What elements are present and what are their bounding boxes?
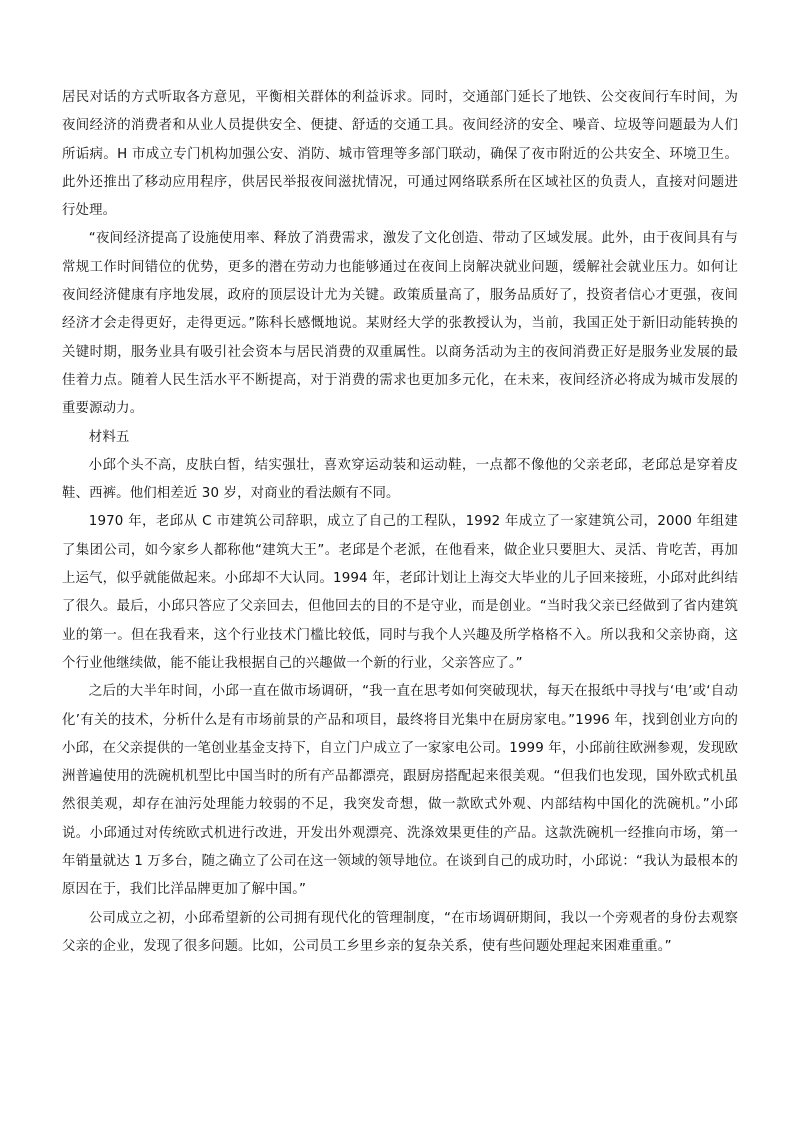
paragraph-3: 小邱个头不高，皮肤白皙，结实强壮，喜欢穿运动装和运动鞋，一点都不像他的父亲老邱，老邱总是穿着皮鞋、西裤。他们相差近 30 岁，对商业的看法颇有不同。 — [62, 457, 738, 502]
paragraph-4: 1970 年，老邱从 C 市建筑公司辞职，成立了自己的工程队，1992 年成立了一家建筑公司，2000 年组建了集团公司，如今家乡人都称他“建筑大王”。老邱是个老派，在他看来，做企业只要胆大、灵活、肯吃苦，再加上运气，似乎就能做起来。小邱却不大认同。1994 年，老邱计划让上海交大毕业的儿子回来接班，小邱对此纠结了很久。最后，小邱只答应了父亲回去，但他回去的目的不是守业，而是创业。“当时我父亲已经做到了省内建筑业的第一。但在我看来，这个行业技术门槛比较低，同时与我个人兴趣及所学格格不入。所以我和父亲协商，这个行业他继续做，能不能让我根据自己的兴趣做一个新的行业，父亲答应了。” — [62, 514, 738, 671]
paragraph-6: 公司成立之初，小邱希望新的公司拥有现代化的管理制度，“在市场调研期间，我以一个旁观者的身份去观察父亲的企业，发现了很多问题。比如，公司员工乡里乡亲的复杂关系，使有些问题处理起来困难重重。” — [62, 910, 738, 954]
document-page — [62, 84, 738, 961]
paragraph-5: 之后的大半年时间，小邱一直在做市场调研，“我一直在思考如何突破现状，每天在报纸中寻找与‘电’或‘自动化’有关的技术，分析什么是有市场前景的产品和项目，最终将目光集中在厨房家电。”1996 年，找到创业方向的小邱，在父亲提供的一笔创业基金支持下，自立门户成立了一家家电公司。1999 年，小邱前往欧洲参观，发现欧洲普遍使用的洗碗机机型比中国当时的所有产品都漂亮，跟厨房搭配起来很美观。“但我们也发现，国外欧式机虽然很美观，却存在油污处理能力较弱的不足，我突发奇想，做一款欧式外观、内部结构中国化的洗碗机。”小邱说。小邱通过对传统欧式机进行改进，开发出外观漂亮、洗涤效果更佳的产品。这款洗碗机一经推向市场，第一年销量就达 1 万多台，随之确立了公司在这一领域的领导地位。在谈到自己的成功时，小邱说：“我认为最根本的原因在于，我们比洋品牌更加了解中国。” — [62, 684, 738, 898]
paragraph-1: 居民对话的方式听取各方意见，平衡相关群体的利益诉求。同时，交通部门延长了地铁、公交夜间行车时间，为夜间经济的消费者和从业人员提供安全、便捷、舒适的交通工具。夜间经济的安全、噪音、垃圾等问题最为人们所诟病。H 市成立专门机构加强公安、消防、城市管理等多部门联动，确保了夜市附近的公共安全、环境卫生。此外还推出了移动应用程序，供居民举报夜间滋扰情况，可通过网络联系所在区域社区的负责人，直接对问题进行处理。 — [62, 90, 738, 219]
paragraph-2: “夜间经济提高了设施使用率、释放了消费需求，激发了文化创造、带动了区域发展。此外，由于夜间具有与常规工作时间错位的优势，更多的潜在劳动力也能够通过在夜间上岗解决就业问题，缓解社会就业压力。如何让夜间经济健康有序地发展，政府的顶层设计尤为关键。政策质量高了，服务品质好了，投资者信心才更强，夜间经济才会走得更好，走得更远。”陈科长感慨地说。某财经大学的张教授认为，当前，我国正处于新旧动能转换的关键时期，服务业具有吸引社会资本与居民消费的双重属性。以商务活动为主的夜间消费正好是服务业发展的最佳着力点。随着人民生活水平不断提高，对于消费的需求也更加多元化，在未来，夜间经济必将成为城市发展的重要源动力。 — [62, 231, 738, 417]
section-heading: 材料五 — [88, 429, 130, 445]
